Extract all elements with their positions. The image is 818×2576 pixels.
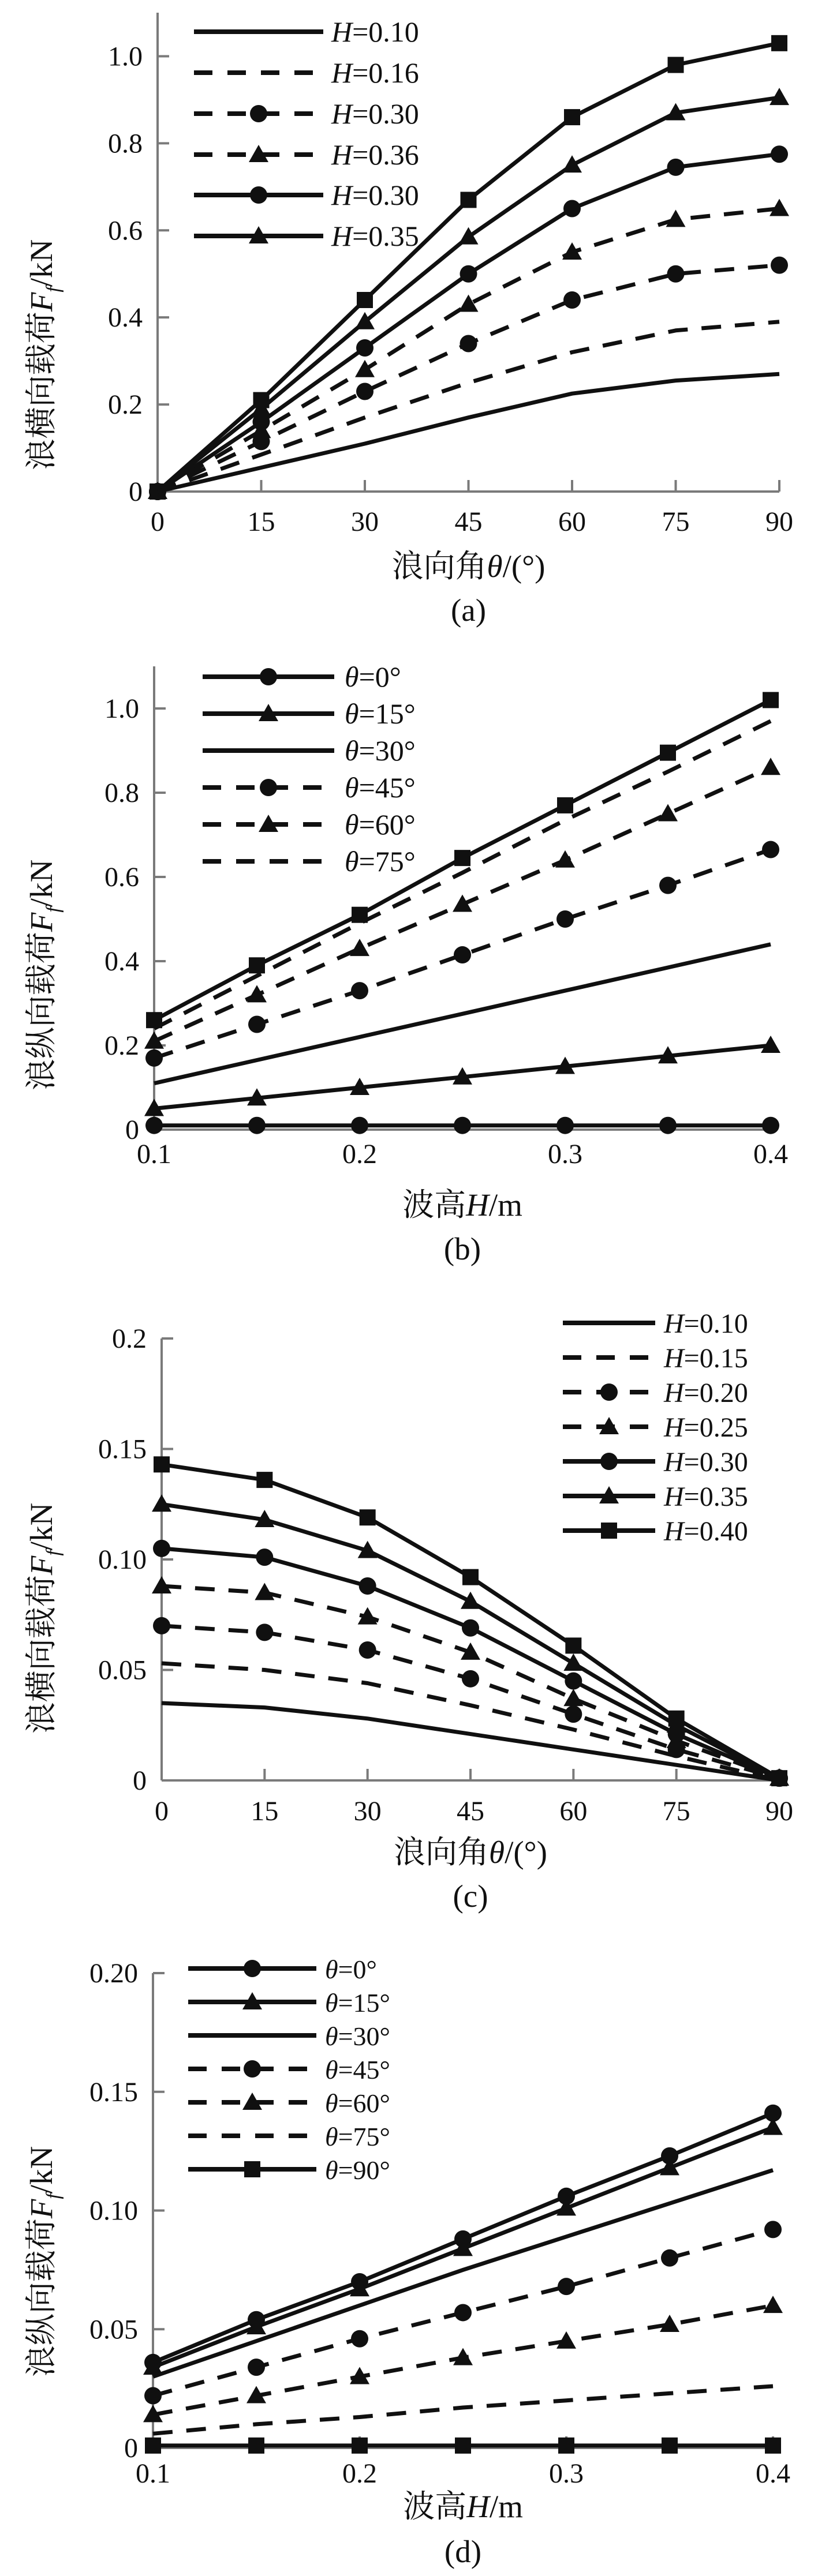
x-tick-label: 0.1 — [136, 2458, 170, 2489]
circle-marker — [256, 1623, 273, 1641]
legend-entry — [194, 98, 419, 130]
circle-marker — [359, 1641, 376, 1659]
legend-entry — [203, 771, 416, 804]
legend-label: H=0.20 — [664, 1378, 748, 1408]
chart-d — [0, 1936, 818, 2576]
circle-marker — [153, 1617, 170, 1634]
series-line — [154, 944, 771, 1083]
chart-panel-d — [0, 1936, 818, 2576]
x-tick-label: 0.4 — [753, 1139, 788, 1169]
x-tick-label: 0.2 — [342, 2458, 377, 2489]
legend-entry — [188, 2022, 390, 2051]
x-tick-label: 0 — [151, 507, 165, 537]
y-tick-label: 0 — [129, 477, 143, 507]
y-tick-label: 0.05 — [89, 2314, 138, 2345]
chart-b — [0, 632, 818, 1272]
circle-marker — [250, 105, 267, 122]
legend-label: H=0.36 — [331, 138, 419, 171]
triangle-marker — [453, 2348, 473, 2365]
circle-marker — [460, 265, 477, 283]
x-tick-label: 90 — [765, 1796, 793, 1827]
series-θ=75° — [153, 2386, 773, 2433]
triangle-marker — [555, 850, 575, 868]
legend-label: θ=0° — [325, 1955, 377, 1984]
x-tick-label: 75 — [662, 1796, 690, 1827]
panel-caption: (d) — [444, 2534, 482, 2569]
legend-label: θ=90° — [325, 2155, 390, 2185]
y-axis-title: 浪纵向载荷$F_f/kN$ — [24, 2146, 64, 2378]
y-axis-title: 浪横向载荷$F_f/kN$ — [24, 1502, 64, 1734]
circle-marker — [558, 2278, 575, 2295]
y-tick-label: 0.8 — [104, 778, 139, 808]
y-axis-title: 浪纵向载荷$F_f/kN$ — [24, 859, 64, 1091]
legend-entry — [188, 1988, 390, 2018]
circle-marker — [244, 1960, 261, 1977]
y-tick-label: 0.4 — [104, 946, 139, 977]
series-line — [154, 721, 771, 1029]
square-marker — [461, 192, 477, 208]
circle-marker — [563, 200, 581, 218]
triangle-marker — [666, 209, 686, 227]
legend-entry — [188, 1955, 377, 1984]
legend-entry — [563, 1378, 748, 1408]
legend-label: H=0.15 — [664, 1343, 748, 1374]
y-tick-label: 0.6 — [104, 862, 139, 893]
series-H=0.10 — [158, 374, 779, 492]
circle-marker — [556, 1117, 574, 1134]
legend-entry — [203, 734, 416, 767]
x-axis-title: 浪向角θ/(°) — [391, 549, 546, 584]
y-tick-label: 0.15 — [98, 1434, 147, 1465]
panel-caption: (b) — [443, 1231, 481, 1266]
legend — [203, 661, 416, 878]
circle-marker — [256, 1548, 273, 1566]
triangle-marker — [660, 2315, 679, 2332]
y-tick-label: 1.0 — [108, 41, 143, 72]
legend-label: H=0.30 — [664, 1447, 748, 1478]
series-group — [143, 2105, 783, 2454]
legend-label: θ=30° — [325, 2022, 390, 2051]
circle-marker — [600, 1453, 618, 1470]
legend-label: θ=45° — [345, 771, 416, 804]
square-marker — [763, 692, 779, 708]
legend-entry — [203, 698, 416, 730]
legend-entry — [563, 1412, 748, 1443]
triangle-marker — [563, 1653, 583, 1671]
panel-caption: (a) — [450, 593, 487, 628]
x-tick-label: 0.3 — [549, 2458, 584, 2489]
series-group — [148, 35, 789, 500]
legend-label: H=0.16 — [331, 57, 419, 89]
series-line — [153, 2386, 773, 2433]
y-axis-title: 浪横向载荷$F_f/kN$ — [24, 239, 64, 471]
square-marker — [248, 2438, 264, 2454]
legend-label: H=0.35 — [664, 1482, 748, 1512]
series-θ=30° — [153, 2170, 773, 2377]
x-tick-label: 15 — [247, 507, 275, 537]
legend-entry — [194, 57, 419, 89]
circle-marker — [145, 1117, 163, 1134]
y-tick-label: 0.05 — [98, 1655, 147, 1686]
x-tick-label: 45 — [457, 1796, 484, 1827]
circle-marker — [565, 1673, 582, 1690]
circle-marker — [248, 2358, 265, 2376]
square-marker — [244, 2161, 260, 2177]
x-axis-title: 波高H/m — [403, 2489, 523, 2524]
legend-label: θ=0° — [345, 661, 401, 693]
square-marker — [660, 745, 676, 761]
legend-entry — [194, 220, 419, 252]
legend-label: θ=60° — [345, 808, 416, 841]
circle-marker — [661, 2249, 678, 2267]
square-marker — [558, 2438, 574, 2454]
triangle-marker — [556, 2331, 576, 2349]
legend-entry — [188, 2088, 390, 2118]
legend — [563, 1308, 748, 1547]
legend-label: θ=75° — [325, 2122, 390, 2151]
y-tick-label: 0.4 — [108, 302, 143, 333]
legend-label: θ=15° — [325, 1988, 390, 2018]
y-tick-label: 0.8 — [108, 128, 143, 159]
circle-marker — [762, 1117, 779, 1134]
legend-label: θ=30° — [345, 734, 416, 767]
circle-marker — [153, 1540, 170, 1557]
y-tick-label: 0.10 — [89, 2195, 138, 2226]
triangle-marker — [770, 88, 789, 105]
series-H=0.10 — [162, 1703, 779, 1780]
chart-c — [0, 1272, 818, 1936]
circle-marker — [771, 145, 788, 163]
series-θ=90° — [145, 2438, 781, 2454]
y-tick-label: 0.6 — [108, 215, 143, 246]
circle-marker — [667, 159, 685, 176]
chart-panel-c — [0, 1272, 818, 1936]
series-θ=30° — [154, 944, 771, 1083]
legend-label: θ=60° — [325, 2088, 390, 2118]
series-θ=15° — [143, 2117, 783, 2375]
x-tick-label: 15 — [251, 1796, 279, 1827]
y-tick-label: 0.2 — [104, 1030, 139, 1061]
x-tick-label: 0.3 — [548, 1139, 582, 1169]
y-tick-label: 0.2 — [112, 1323, 147, 1354]
triangle-marker — [763, 2296, 783, 2313]
panel-caption: (c) — [453, 1878, 488, 1914]
triangle-marker — [459, 295, 479, 312]
square-marker — [455, 2438, 471, 2454]
legend — [194, 16, 419, 252]
square-marker — [256, 1472, 272, 1488]
legend-label: H=0.30 — [331, 98, 419, 130]
triangle-marker — [563, 1689, 583, 1706]
legend-entry — [203, 845, 416, 878]
triangle-marker — [255, 1583, 274, 1600]
circle-marker — [454, 2304, 472, 2321]
triangle-marker — [350, 939, 369, 956]
circle-marker — [248, 1117, 266, 1134]
tick-labels — [104, 693, 788, 1169]
circle-marker — [351, 982, 368, 999]
x-tick-label: 60 — [558, 507, 586, 537]
circle-marker — [145, 1049, 163, 1067]
circle-marker — [356, 339, 373, 357]
square-marker — [765, 2438, 781, 2454]
square-marker — [360, 1509, 376, 1525]
series-θ=15° — [144, 1036, 780, 1116]
triangle-marker — [355, 360, 375, 377]
legend-label: θ=75° — [345, 845, 416, 878]
square-marker — [352, 2438, 368, 2454]
axes — [158, 13, 779, 492]
series-line — [162, 1703, 779, 1780]
legend-label: H=0.10 — [331, 16, 419, 48]
triangle-marker — [562, 155, 582, 173]
square-marker — [249, 957, 265, 973]
triangle-marker — [761, 758, 780, 775]
legend-entry — [203, 661, 401, 693]
circle-marker — [762, 841, 779, 858]
circle-marker — [659, 877, 677, 894]
square-marker — [145, 2438, 161, 2454]
circle-marker — [359, 1577, 376, 1595]
legend-entry — [563, 1447, 748, 1478]
chart-a — [0, 0, 818, 632]
circle-marker — [260, 668, 277, 685]
series-θ=0° — [145, 1117, 779, 1134]
legend-entry — [194, 138, 419, 171]
legend-entry — [194, 16, 419, 48]
legend-entry — [563, 1343, 748, 1374]
series-line — [158, 374, 779, 492]
legend-label: H=0.30 — [331, 179, 419, 211]
square-marker — [771, 35, 787, 51]
x-tick-label: 45 — [454, 507, 483, 537]
circle-marker — [771, 257, 788, 274]
circle-marker — [260, 779, 277, 796]
square-marker — [454, 850, 470, 866]
x-tick-label: 75 — [662, 507, 690, 537]
circle-marker — [462, 1670, 479, 1688]
circle-marker — [600, 1383, 618, 1401]
x-axis-title: 波高H/m — [402, 1187, 522, 1223]
square-marker — [564, 109, 580, 125]
circle-marker — [244, 2060, 261, 2078]
y-tick-label: 0.2 — [108, 389, 143, 421]
y-tick-label: 0 — [125, 1115, 139, 1145]
series-line — [153, 2170, 773, 2377]
circle-marker — [248, 1016, 266, 1033]
legend-entry — [188, 2055, 390, 2084]
circle-marker — [454, 1117, 471, 1134]
x-tick-label: 0.2 — [342, 1139, 377, 1169]
legend-entry — [203, 808, 416, 841]
series-group — [144, 692, 780, 1134]
triangle-marker — [152, 1494, 171, 1512]
square-marker — [601, 1523, 617, 1539]
chart-panel-b — [0, 632, 818, 1272]
x-tick-label: 0.1 — [137, 1139, 171, 1169]
circle-marker — [659, 1117, 677, 1134]
legend-label: H=0.40 — [664, 1516, 748, 1547]
circle-marker — [351, 2330, 368, 2348]
legend-label: H=0.25 — [664, 1412, 748, 1443]
circle-marker — [563, 291, 581, 309]
circle-marker — [460, 335, 477, 352]
square-marker — [565, 1637, 581, 1653]
circle-marker — [556, 910, 574, 928]
y-tick-label: 1.0 — [104, 693, 139, 724]
square-marker — [557, 797, 573, 813]
x-tick-label: 0.4 — [756, 2458, 790, 2489]
legend — [188, 1955, 390, 2185]
legend-entry — [194, 179, 419, 211]
legend-entry — [188, 2155, 390, 2185]
legend-entry — [563, 1308, 748, 1339]
x-tick-label: 60 — [559, 1796, 588, 1827]
square-marker — [662, 2438, 678, 2454]
circle-marker — [462, 1619, 479, 1637]
x-tick-label: 30 — [353, 1796, 382, 1827]
circle-marker — [250, 186, 267, 204]
legend-entry — [563, 1516, 748, 1547]
chart-panel-a — [0, 0, 818, 632]
axes — [153, 1973, 773, 2448]
circle-marker — [764, 2221, 782, 2238]
x-tick-label: 30 — [351, 507, 379, 537]
legend-entry — [563, 1482, 748, 1512]
triangle-marker — [763, 2117, 783, 2135]
series-H=0.35 — [148, 88, 789, 499]
y-tick-label: 0 — [124, 2433, 138, 2463]
square-marker — [154, 1456, 170, 1472]
legend-label: θ=15° — [345, 698, 416, 730]
square-marker — [357, 292, 373, 308]
legend-entry — [188, 2122, 390, 2151]
circle-marker — [253, 433, 270, 450]
square-marker — [462, 1569, 479, 1585]
x-tick-label: 90 — [765, 507, 793, 537]
circle-marker — [454, 946, 471, 963]
x-axis-title: 浪向角θ/(°) — [394, 1835, 547, 1870]
y-tick-label: 0.15 — [89, 2076, 138, 2108]
series-θ=60° — [144, 758, 780, 1049]
x-tick-label: 0 — [155, 1796, 169, 1827]
triangle-marker — [658, 804, 678, 822]
circle-marker — [667, 265, 685, 283]
series-θ=75° — [154, 721, 771, 1029]
circle-marker — [565, 1705, 582, 1723]
y-tick-label: 0.20 — [89, 1958, 138, 1989]
legend-label: θ=45° — [325, 2055, 390, 2084]
y-tick-label: 0.10 — [98, 1544, 147, 1575]
circle-marker — [356, 383, 373, 400]
circle-marker — [144, 2387, 162, 2404]
y-tick-label: 0 — [133, 1765, 147, 1796]
legend-label: H=0.10 — [664, 1308, 748, 1339]
square-marker — [668, 57, 684, 73]
circle-marker — [351, 1117, 368, 1134]
legend-label: H=0.35 — [331, 220, 419, 252]
